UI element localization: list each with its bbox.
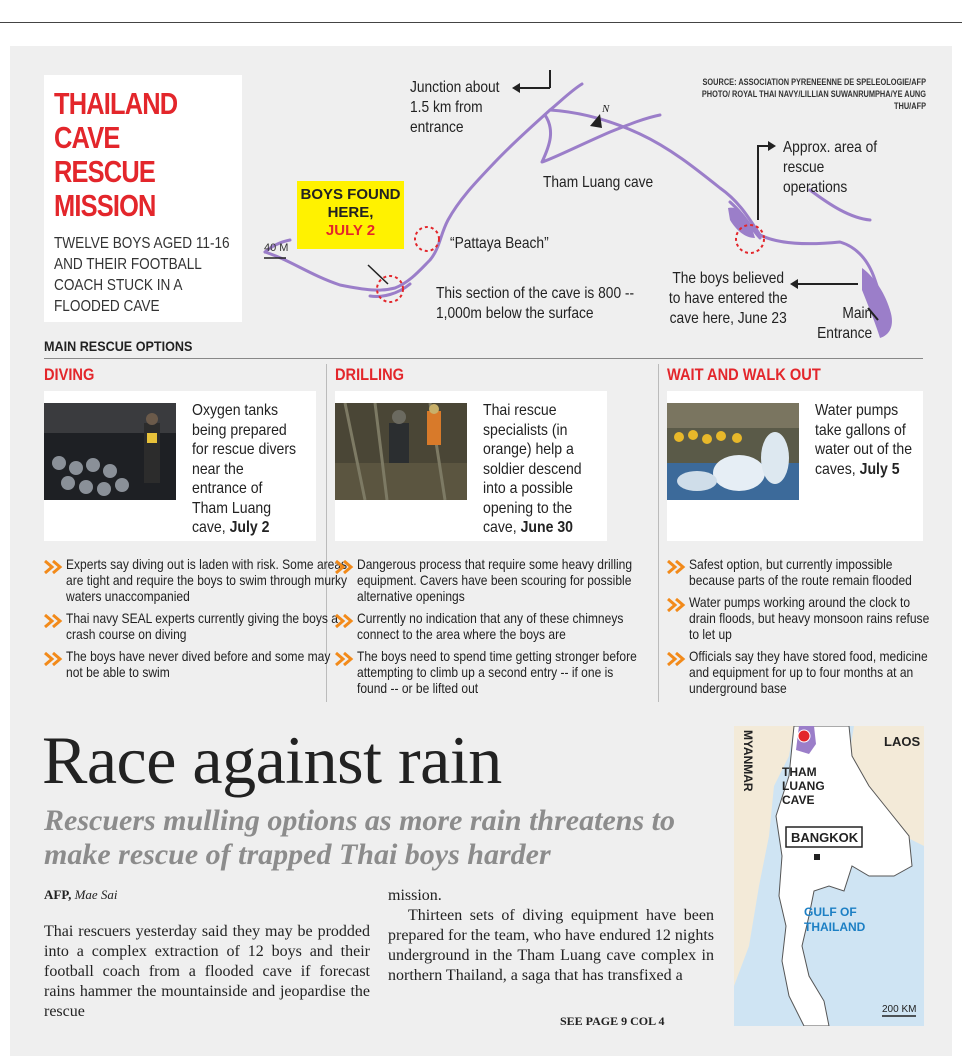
infographic-subtitle: TWELVE BOYS AGED 11-16 AND THEIR FOOTBALL COACH STUCK IN A FLOODED CAVE xyxy=(54,235,230,315)
infographic-title: THAILAND CAVE RESCUE MISSION xyxy=(54,86,178,223)
marker-pattaya-beach xyxy=(415,227,439,251)
label-cave-line1: THAM xyxy=(782,765,817,779)
boys-found-callout: BOYS FOUND HERE, JULY 2 xyxy=(297,181,404,249)
bullet-item: The boys have never dived before and some may not be able to swim xyxy=(44,648,344,680)
thailand-locator-map xyxy=(734,726,924,1026)
pointer-boys-found xyxy=(368,265,388,284)
bullet-item: Water pumps working around the clock to drain floods, but heavy monsoon rains refuse to let up xyxy=(667,594,937,642)
bullet-item: Dangerous process that require some heavy drilling equipment. Cavers have been scouring for possible alternative openings xyxy=(335,556,635,604)
north-label: N xyxy=(602,103,610,115)
double-chevron-icon xyxy=(667,652,687,666)
arrowhead-junction xyxy=(512,83,520,93)
arrowhead-entered xyxy=(790,279,798,289)
article-subheadline: Rescuers mulling options as more rain threatens to make rescue of trapped Thai boys harder xyxy=(44,804,675,871)
option-title: WAIT AND WALK OUT xyxy=(667,365,821,384)
title-panel xyxy=(44,75,242,322)
article-column-2: mission. Thirteen sets of diving equipment have been prepared for the team, who have endured 12 nights underground in the Tham Luang cave complex in northern Thailand, a saga that has transfixed a xyxy=(388,887,714,984)
label-map-scale: 200 KM xyxy=(882,1004,917,1015)
double-chevron-icon xyxy=(44,614,64,628)
option-bullets xyxy=(335,556,635,702)
label-laos: LAOS xyxy=(884,734,921,749)
option-caption: Water pumps take gallons of water out of the caves, July 5 xyxy=(815,402,913,478)
label-gulf-line2: THAILAND xyxy=(804,920,866,934)
option-title: DRILLING xyxy=(335,365,405,384)
label-cave-line2: LUANG xyxy=(782,779,825,793)
option-drilling xyxy=(335,364,637,696)
bullet-item: Safest option, but currently impossible because parts of the route remain flooded xyxy=(667,556,937,588)
bangkok-dot xyxy=(814,854,820,860)
column-divider xyxy=(658,364,659,702)
top-rule xyxy=(0,22,962,23)
option-card xyxy=(335,391,607,541)
bullet-item: Experts say diving out is laden with risk. Some areas are tight and require the boys to swim through murky waters unaccompanied xyxy=(44,556,344,604)
label-junction: Junction about 1.5 km from entrance xyxy=(410,79,500,136)
bullet-item: Officials say they have stored food, medicine and equipment for up to four months at an underground base xyxy=(667,648,937,696)
option-diving xyxy=(44,364,348,680)
source-credit: SOURCE: ASSOCIATION PYRENEENNE DE SPELEOLOGIE/AFP PHOTO/ ROYAL THAI NAVY/LILLIAN SUWANRUMPHA/YE AUNG THU/AFP xyxy=(701,77,926,111)
option-title: DIVING xyxy=(44,365,95,384)
double-chevron-icon xyxy=(335,560,355,574)
photo-soldier-descending xyxy=(335,403,467,500)
photo-water-pumps xyxy=(667,403,799,500)
cave-location-dot xyxy=(798,730,810,742)
option-bullets xyxy=(667,556,937,702)
double-chevron-icon xyxy=(44,560,64,574)
continued-on-page: SEE PAGE 9 COL 4 xyxy=(560,1014,665,1028)
label-depth-note: This section of the cave is 800 -- 1,000m below the surface xyxy=(436,285,635,322)
label-cave-line3: CAVE xyxy=(782,793,815,807)
option-card xyxy=(667,391,923,541)
label-myanmar: MYANMAR xyxy=(741,730,755,792)
label-cave-name: Tham Luang cave xyxy=(543,174,654,191)
section-rule xyxy=(44,358,923,359)
label-main-entrance: Main Entrance xyxy=(817,305,873,342)
double-chevron-icon xyxy=(44,652,64,666)
bullet-item: The boys need to spend time getting stronger before attempting to climb up a second entry -- if one is found -- or be lifted out xyxy=(335,648,635,696)
double-chevron-icon xyxy=(667,560,687,574)
rescue-options-heading: MAIN RESCUE OPTIONS xyxy=(44,338,193,354)
article-headline: Race against rain xyxy=(42,722,502,798)
option-bullets xyxy=(44,556,348,686)
double-chevron-icon xyxy=(335,614,355,628)
option-caption: Thai rescue specialists (in orange) help a soldier descend into a possible opening to the cave, June 30 xyxy=(483,402,582,536)
article-byline: AFP, Mae Sai xyxy=(44,887,118,902)
pointer-rescue xyxy=(758,146,770,220)
label-rescue-area: Approx. area of rescue operations xyxy=(783,139,878,196)
photo-oxygen-tanks xyxy=(44,403,176,500)
double-chevron-icon xyxy=(335,652,355,666)
option-card xyxy=(44,391,316,541)
bullet-item: Currently no indication that any of these chimneys connect to the area where the boys are xyxy=(335,610,635,642)
label-gulf-line1: GULF OF xyxy=(804,905,857,919)
scale-label-40m: 40 M xyxy=(264,242,289,254)
label-entered: The boys believed to have entered the cave here, June 23 xyxy=(668,270,788,327)
option-caption: Oxygen tanks being prepared for rescue divers near the entrance of Tham Luang cave, July 2 xyxy=(192,402,297,536)
bullet-item: Thai navy SEAL experts currently giving the boys a crash course on diving xyxy=(44,610,344,642)
label-bangkok: BANGKOK xyxy=(791,830,859,845)
double-chevron-icon xyxy=(667,598,687,612)
label-pattaya-beach: “Pattaya Beach” xyxy=(450,235,549,252)
article-column-1: Thai rescuers yesterday said they may be prodded into a complex extraction of 12 boys and their football coach from a flooded cave if forecast rains hammer the mountainside and jeopardise the rescue xyxy=(44,923,370,1020)
option-wait-walk-out xyxy=(667,364,939,696)
arrowhead-rescue xyxy=(768,141,776,151)
